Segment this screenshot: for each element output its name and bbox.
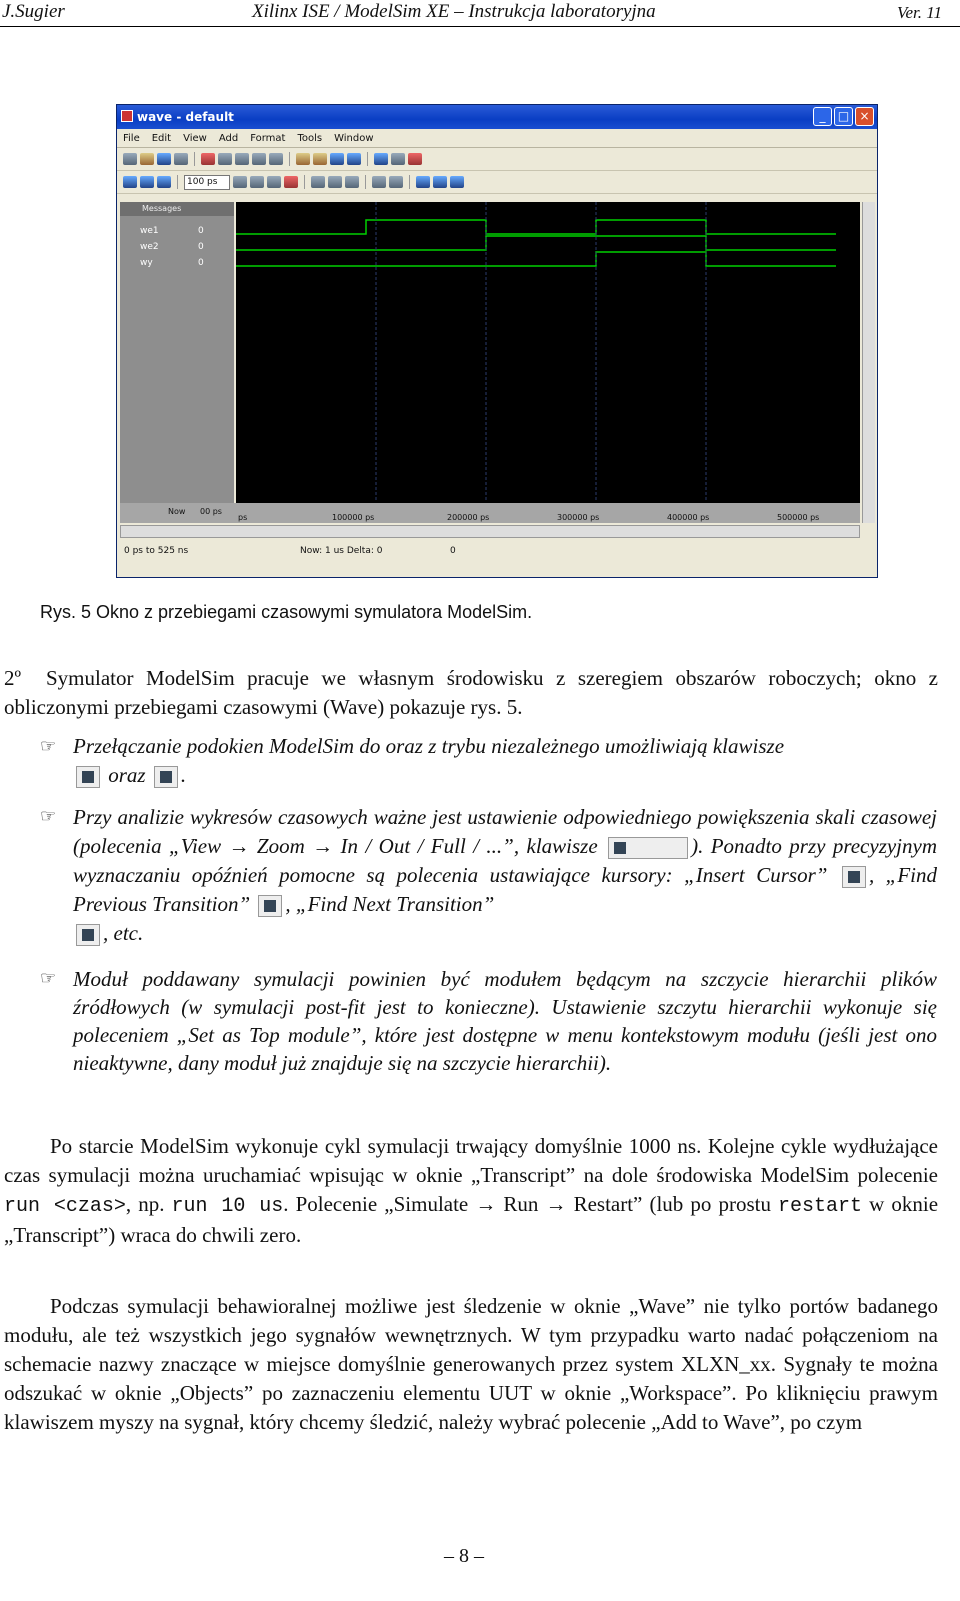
menu-view[interactable]: View (183, 132, 207, 144)
run-all-icon[interactable] (267, 176, 281, 188)
bullet-2-text-b: ). Ponadto przy precyzyjnym wyznaczaniu opóźnień pomocne są polecenia ustawiające kursory: „Insert Cursor” (73, 834, 938, 887)
pointing-hand-icon: ☞ (40, 736, 57, 756)
paragraph-2 (4, 664, 938, 722)
step-icon[interactable] (311, 176, 325, 188)
app-icon (121, 110, 133, 122)
restart-icon[interactable] (345, 176, 359, 188)
zoom-out-icon[interactable] (433, 176, 447, 188)
page-header (0, 0, 960, 27)
undock-key-icon (76, 766, 100, 788)
paragraph-number: 2º (4, 666, 22, 690)
run-icon[interactable] (233, 176, 247, 188)
command-restart: restart (778, 1195, 863, 1218)
stop-icon[interactable] (284, 176, 298, 188)
messages-header: Messages (120, 202, 234, 216)
cut-icon[interactable] (201, 153, 215, 165)
break-icon[interactable] (408, 153, 422, 165)
menu-format[interactable]: Format (250, 132, 286, 144)
signal-we1-value: 0 (198, 226, 204, 236)
status-range: 0 ps to 525 ns (124, 546, 189, 556)
zoom-full-icon[interactable] (450, 176, 464, 188)
window-titlebar[interactable] (117, 105, 877, 129)
bullet-1-oraz: oraz (108, 763, 146, 787)
window-title: wave - default (137, 110, 234, 124)
find-next-transition-key-icon (76, 924, 100, 946)
paragraph-4: Podczas symulacji behawioralnej możliwe jest śledzenie w oknie „Wave” nie tylko portów badanego modułu, ale też wszystkich jego sygnałów wewnętrznych. W tym przypadku warto nadać połączeniom na schemacie nazwy znaczące w miejsce domyślnie generowanych przez system XLXN_xx. Sygnały te można odszukać w oknie „Objects” po zaznaczeniu elementu UUT w oknie „Workspace”. Po kliknięciu prawym klawiszem myszy na sygnał, który chcemy śledzić, należy wybrać polecenie „Add to Wave”, po czym (4, 1294, 938, 1434)
menubar (117, 129, 877, 148)
next-transition-icon[interactable] (347, 153, 361, 165)
toolbar-2 (117, 171, 877, 194)
ruler-tick-1: 100000 ps (332, 513, 375, 522)
find-icon[interactable] (269, 153, 283, 165)
run-length-input[interactable]: 100 ps (184, 175, 230, 190)
ruler-tick-4: 400000 ps (667, 513, 710, 522)
header-title: Xilinx ISE / ModelSim XE – Instrukcja laboratoryjna (252, 1, 656, 22)
step-over-icon[interactable] (328, 176, 342, 188)
open-icon[interactable] (140, 153, 154, 165)
modelsim-wave-window (116, 104, 878, 578)
signal-we1[interactable]: we1 (140, 226, 159, 236)
now-label: Now (168, 507, 186, 516)
signal-wy-value: 0 (198, 258, 204, 268)
dock-icon[interactable] (374, 153, 388, 165)
menu-file[interactable]: File (123, 132, 140, 144)
ruler-tick-2: 200000 ps (447, 513, 490, 522)
bullet-3: Moduł poddawany symulacji powinien być modułem będącym na szczycie hierarchii plików źródłowych (w symulacji post-fit jest to konieczne). Ustawienie szczytu hierarchii wykonuje się poleceniem „Set as Top module”, które jest dostępne w menu kontekstowym modułu (jeśli jest ono nieaktywne, dany moduł już znajduje się na szczycie hierarchii). (73, 967, 937, 1075)
ruler-tick-0: ps (238, 513, 248, 522)
select-mode-icon[interactable] (372, 176, 386, 188)
undo-icon[interactable] (252, 153, 266, 165)
status-bar (120, 543, 860, 559)
print-icon[interactable] (174, 153, 188, 165)
copy-icon[interactable] (218, 153, 232, 165)
wave-we2 (236, 236, 836, 250)
signal-list-pane (120, 202, 234, 522)
close-icon[interactable]: × (855, 107, 874, 126)
bullet-2-text-c: , „Find Previous Transition” (73, 863, 938, 916)
menu-edit[interactable]: Edit (151, 132, 172, 144)
signal-we2[interactable]: we2 (140, 242, 159, 252)
page-number: – 8 – (444, 1545, 484, 1567)
status-now: Now: 1 us Delta: 0 (300, 546, 383, 556)
prev-transition-icon[interactable] (330, 153, 344, 165)
wave-area (120, 202, 860, 522)
status-cursor: 0 (450, 546, 456, 556)
bullet-1-text: Przełączanie podokien ModelSim do oraz z trybu niezależnego umożliwiają klawisze (73, 734, 785, 758)
maximize-icon[interactable]: □ (834, 107, 853, 126)
bullet-2-text-e: , etc. (103, 921, 144, 945)
command-run-example: run 10 us (171, 1195, 284, 1218)
signal-we2-value: 0 (198, 242, 204, 252)
toolbar-1 (117, 148, 877, 171)
minimize-icon[interactable]: _ (813, 107, 832, 126)
now-bar (120, 503, 860, 523)
bullet-2-text-a: Przy analizie wykresów czasowych ważne jest ustawienie odpowiedniego powiększenia skali czasowej (polecenia „View → Zoom → In / Out / Full / ...”, klawisze (73, 805, 937, 858)
vertical-scrollbar[interactable] (862, 202, 875, 523)
header-version: Ver. 11 (896, 3, 942, 22)
undock-icon[interactable] (391, 153, 405, 165)
figure-caption: Rys. 5 Okno z przebiegami czasowymi symulatora ModelSim. (40, 602, 533, 622)
menu-window[interactable]: Window (334, 132, 374, 144)
up-arrow-icon[interactable] (123, 176, 137, 188)
insert-cursor-key-icon (842, 866, 866, 888)
bullet-1: Przełączanie podokien ModelSim do oraz z trybu niezależnego umożliwiają klawisze oraz . (73, 734, 785, 787)
save-icon[interactable] (157, 153, 171, 165)
zoom-in-icon[interactable] (416, 176, 430, 188)
horizontal-scrollbar[interactable] (120, 525, 860, 538)
delete-cursor-icon[interactable] (313, 153, 327, 165)
menu-tools[interactable]: Tools (297, 132, 323, 144)
zoom-keys-icon (608, 837, 688, 859)
header-author: J.Sugier (2, 1, 65, 22)
paste-icon[interactable] (235, 153, 249, 165)
ruler-tick-3: 300000 ps (557, 513, 600, 522)
wave-we1 (236, 220, 836, 234)
zoom-mode-icon[interactable] (389, 176, 403, 188)
command-run: run <czas> (4, 1195, 126, 1218)
pointing-hand-icon: ☞ (40, 968, 57, 988)
find-previous-transition-key-icon (258, 895, 282, 917)
paragraph-2-text: Symulator ModelSim pracuje we własnym środowisku z szeregiem obszarów roboczych; okno z obliczonymi przebiegami czasowymi (Wave) pokazuje rys. 5. (4, 666, 939, 719)
waveform-plot[interactable] (236, 202, 860, 522)
paragraph-3: Po starcie ModelSim wykonuje cykl symulacji trwający domyślnie 1000 ns. Kolejne cykle wydłużające czas symulacji można uruchamiać wpisując w oknie „Transcript” na dole środowiska ModelSim polecenie run <czas>, np. run 10 us. Polecenie „Simulate → Run → Restart” (lub po prostu restart w oknie „Transcript”) wraca do chwili zero. (4, 1134, 939, 1247)
bullet-2 (73, 803, 937, 948)
forward-arrow-icon[interactable] (157, 176, 171, 188)
insert-cursor-icon[interactable] (296, 153, 310, 165)
pointing-hand-icon: ☞ (40, 806, 57, 826)
ruler-tick-5: 500000 ps (777, 513, 820, 522)
back-arrow-icon[interactable] (140, 176, 154, 188)
signal-wy[interactable]: wy (140, 258, 153, 268)
new-icon[interactable] (123, 153, 137, 165)
menu-add[interactable]: Add (218, 132, 239, 144)
now-value: 00 ps (200, 507, 222, 516)
wave-wy (236, 252, 836, 266)
bullet-2-text-d: , „Find Next Transition” (285, 892, 495, 916)
continue-icon[interactable] (250, 176, 264, 188)
dock-key-icon (154, 766, 178, 788)
